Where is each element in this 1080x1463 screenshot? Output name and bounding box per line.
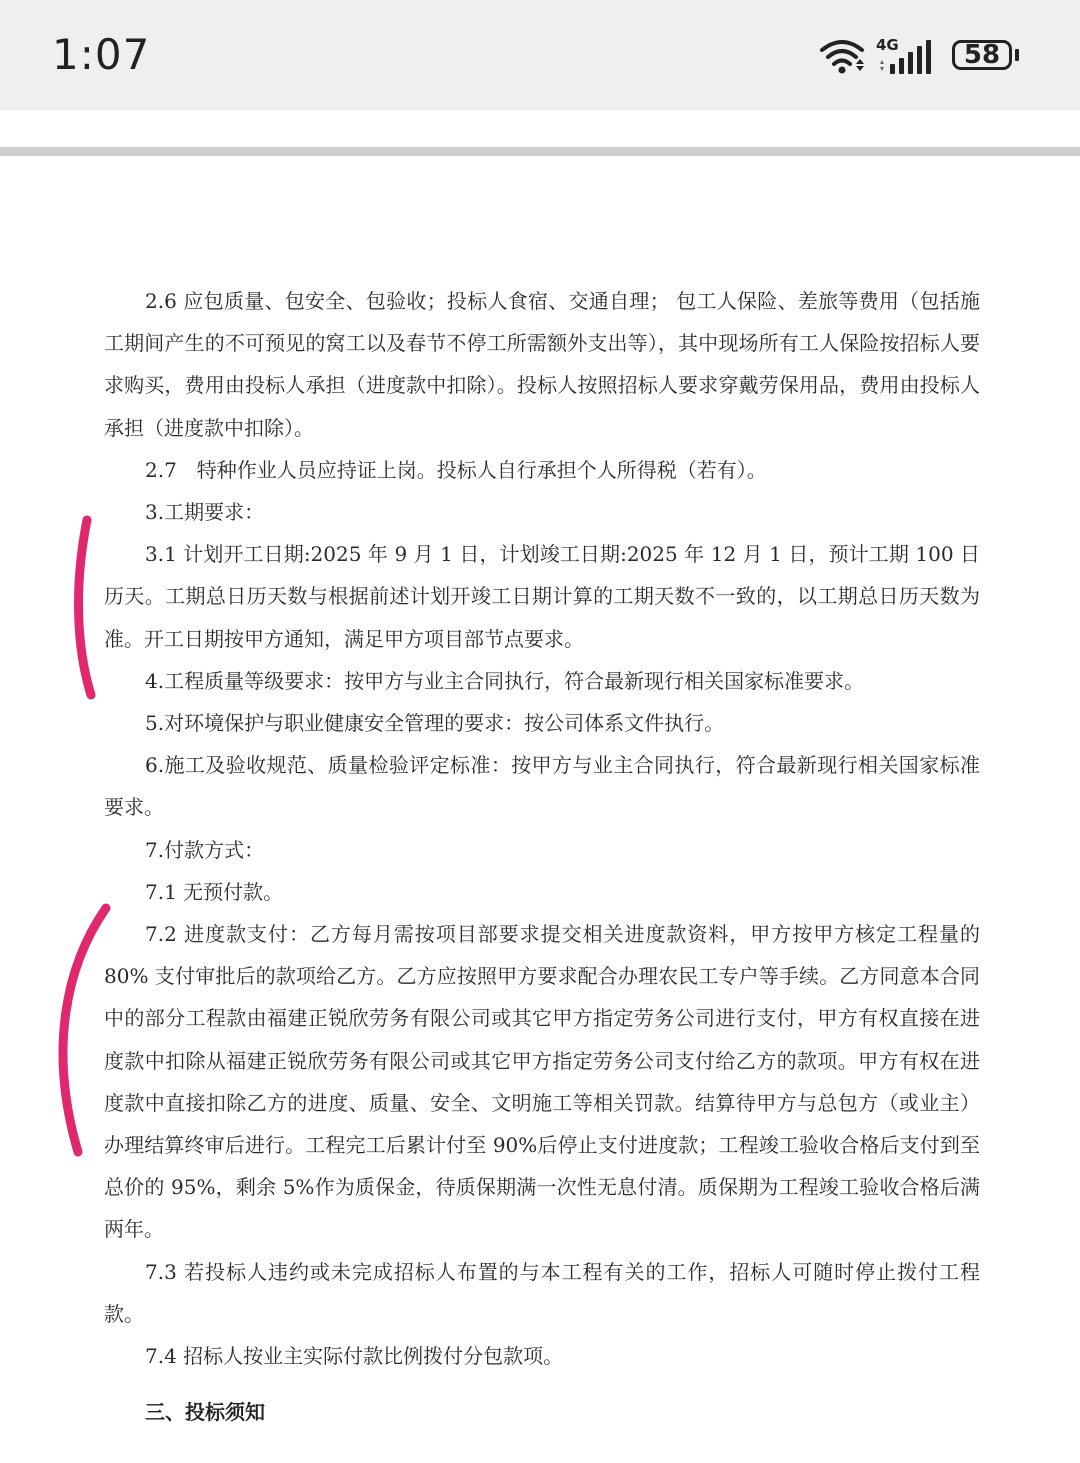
section-heading: 三、投标须知 [145, 1400, 265, 1425]
battery-level: 58 [963, 40, 1001, 70]
paragraph-7-1: 7.1 无预付款。 [145, 879, 284, 904]
status-bar [0, 0, 1080, 110]
paragraph-6: 6.施工及验收规范、质量检验评定标准：按甲方与业主合同执行，符合最新现行相关国家标准要求。 [104, 753, 980, 820]
network-type-label: 4G [876, 36, 899, 54]
document-body [104, 280, 980, 1433]
page-divider [0, 147, 1080, 156]
paragraph-2-7: 2.7 特种作业人员应持证上岗。投标人自行承担个人所得税（若有）。 [145, 457, 767, 482]
battery-tip-icon [1015, 49, 1019, 61]
paragraph-2-6: 2.6 应包质量、包安全、包验收；投标人食宿、交通自理； 包工人保险、差旅等费用（包括施工期间产生的不可预见的窝工以及春节不停工所需额外支出等），其中现场所有工人保险按招标人要求购买，费用由投标人承担（进度款中扣除）。投标人按照招标人要求穿戴劳保用品，费用由投标人承担（进度款中扣除）。 [104, 289, 980, 440]
paragraph-4: 4.工程质量等级要求：按甲方与业主合同执行，符合最新现行相关国家标准要求。 [145, 668, 865, 693]
paragraph-7-2: 7.2 进度款支付：乙方每月需按项目部要求提交相关进度款资料，甲方按甲方核定工程量的 80% 支付审批后的款项给乙方。乙方应按照甲方要求配合办理农民工专户等手续。乙方同意本合同中的部分工程款由福建正锐欣劳务有限公司或其它甲方指定劳务公司进行支付，甲方有权直接在进度款中扣除从福建正锐欣劳务有限公司或其它甲方指定劳务公司支付给乙方的款项。甲方有权在进度款中直接扣除乙方的进度、质量、安全、文明施工等相关罚款。结算待甲方与总包方（或业主）办理结算终审后进行。工程完工后累计付至 90%后停止支付进度款；工程竣工验收合格后支付到至总价的 95%，剩余 5%作为质保金，待质保期满一次性无息付清。质保期为工程竣工验收合格后满两年。 [104, 922, 980, 1242]
paragraph-7-4: 7.4 招标人按业主实际付款比例拨付分包款项。 [145, 1344, 564, 1369]
paragraph-5: 5.对环境保护与职业健康安全管理的要求：按公司体系文件执行。 [145, 711, 725, 736]
pink-bracket-mark-1 [78, 520, 91, 695]
paragraph-7-3: 7.3 若投标人违约或未完成招标人布置的与本工程有关的工作，招标人可随时停止拨付工程款。 [104, 1259, 980, 1326]
status-icons [818, 36, 1038, 76]
pink-bracket-mark-2 [63, 908, 106, 1152]
battery-indicator [952, 40, 1012, 70]
wifi-icon [818, 36, 870, 76]
status-time: 1:07 [52, 30, 151, 79]
paragraph-3: 3.工期要求： [145, 500, 265, 525]
paragraph-7: 7.付款方式： [145, 837, 265, 862]
paragraph-3-1: 3.1 计划开工日期:2025 年 9 月 1 日，计划竣工日期:2025 年 12 月 1 日，预计工期 100 日历天。工期总日历天数与根据前述计划开竣工日期计算的工期天数不一致的，以工期总日历天数为准。开工日期按甲方通知，满足甲方项目部节点要求。 [104, 542, 980, 651]
signal-strength-icon [876, 40, 942, 76]
